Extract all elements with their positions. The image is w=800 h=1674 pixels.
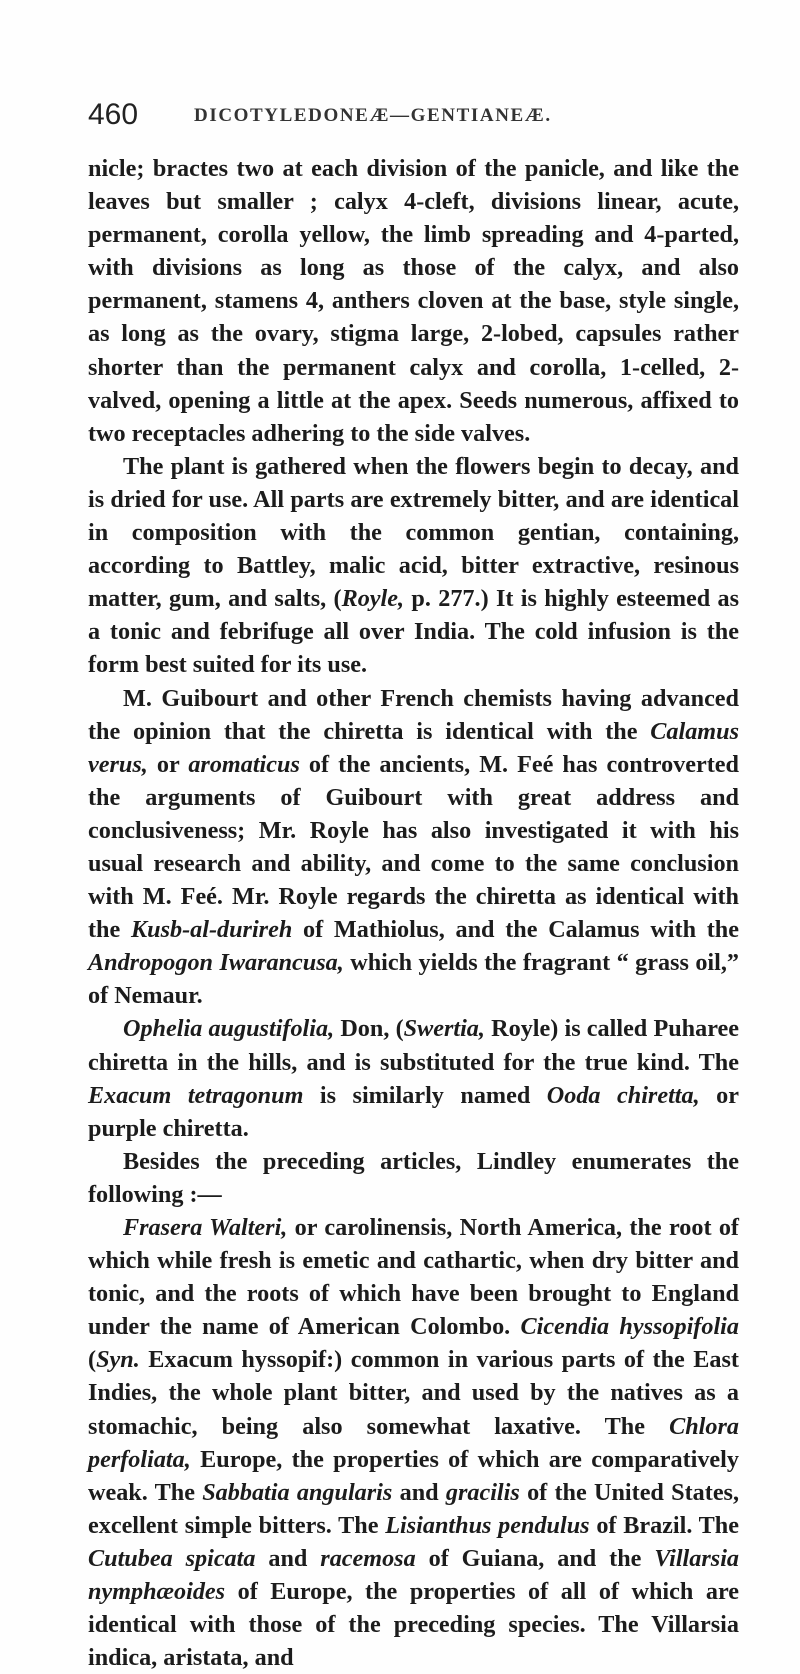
text-run: p. 277.) It is highly esteemed as a tonic and febrifuge all over India. The cold infusion is the form best suited for its use. — [88, 585, 740, 679]
text-run: of Brazil. The — [589, 1511, 739, 1539]
text-run: Royle) is called Puharee chiretta in the hills, and is substituted for the true kind. The — [88, 1015, 739, 1076]
text-run: or — [147, 750, 189, 778]
text-run: and — [255, 1544, 321, 1572]
text-run: Don, ( — [334, 1015, 404, 1043]
text-run: of the United States, excellent simple bitters. The — [88, 1478, 740, 1539]
italic-text-run: Cutubea spicata — [88, 1544, 256, 1572]
text-run: ( — [88, 1346, 97, 1374]
italic-text-run: Kusb-al-durireh — [130, 916, 293, 944]
italic-text-run: racemosa — [320, 1544, 416, 1572]
text-run: of Europe, the properties of all of which are identical with those of the preceding species. The Villarsia indica, aristata, and — [88, 1578, 739, 1672]
italic-text-run: Syn. — [96, 1346, 140, 1374]
text-run: and — [392, 1478, 446, 1506]
paragraph — [88, 1012, 739, 1144]
italic-text-run: Chlora perfoliata, — [88, 1412, 739, 1473]
italic-text-run: Andropogon Iwarancusa, — [88, 949, 344, 977]
text-run: of the ancients, M. Feé has controverted the arguments of Guibourt with great address and conclusiveness; Mr. Royle has also investigated it with his usual research and ability, and come to the same conclusion with M. Feé. Mr. Royle regards the chiretta as identical with the — [88, 750, 739, 944]
italic-text-run: Cicendia hyssopifolia — [520, 1313, 739, 1341]
text-run: or carolinensis, North America, the root of which while fresh is emetic and cathartic, when dry bitter and tonic, and the roots of which have been brought to England under the name of American Colombo. — [88, 1214, 739, 1341]
text-run: of Guiana, and the — [415, 1544, 655, 1572]
italic-text-run: Ophelia augustifolia, — [123, 1015, 335, 1043]
body-text — [88, 152, 739, 1674]
running-title: DICOTYLEDONEÆ—GENTIANEÆ. — [194, 105, 552, 126]
paragraph — [88, 450, 739, 682]
italic-text-run: Lisianthus pendulus — [385, 1511, 590, 1539]
italic-text-run: Exacum tetragonum — [88, 1081, 304, 1109]
paragraph — [88, 152, 739, 450]
text-run: M. Guibourt and other French chemists having advanced the opinion that the chiretta is identical with the — [88, 684, 739, 745]
italic-text-run: aromaticus — [188, 750, 300, 778]
page-number: 460 — [88, 98, 139, 131]
text-run: is similarly named — [303, 1081, 547, 1109]
page-header — [88, 100, 738, 140]
italic-text-run: Royle, — [341, 585, 405, 613]
italic-text-run: Sabbatia angularis — [202, 1478, 393, 1506]
text-run: or purple chiretta. — [88, 1081, 739, 1142]
text-run: Exacum hyssopif:) common in various parts of the East Indies, the whole plant bitter, and used by the natives as a stomachic, being also somewhat laxative. The — [88, 1346, 739, 1440]
paragraph — [88, 1211, 739, 1674]
italic-text-run: Ooda chiretta, — [546, 1081, 700, 1109]
text-run: of Mathiolus, and the Calamus with the — [292, 916, 739, 944]
text-run: The plant is gathered when the flowers begin to decay, and is dried for use. All parts are extremely bitter, and are identical in composition with the common gentian, containing, according to Battley, malic acid, bitter extractive, resinous matter, gum, and salts, ( — [88, 452, 739, 613]
italic-text-run: Calamus verus, — [88, 717, 739, 778]
paragraph — [88, 682, 739, 1013]
paragraph — [88, 1145, 739, 1211]
italic-text-run: Frasera Walteri, — [123, 1214, 288, 1241]
text-run: nicle; bractes two at each division of the panicle, and like the leaves but smaller ; calyx 4-cleft, divisions linear, acute, permanent, corolla yellow, the limb spreading and 4-parted, with divisions as long as those of the calyx, and also permanent, stamens 4, anthers cloven at the base, style single, as long as the ovary, stigma large, 2-lobed, capsules rather shorter than the permanent calyx and corolla, 1-celled, 2-valved, opening a little at the apex. Seeds numerous, affixed to two receptacles adhering to the side valves. — [88, 155, 739, 447]
italic-text-run: Villarsia nymphæoides — [88, 1544, 740, 1606]
text-run: Europe, the properties of which are comparatively weak. The — [88, 1445, 739, 1506]
italic-text-run: Swertia, — [403, 1015, 485, 1043]
text-run: which yields the fragrant “ grass oil,” of Nemaur. — [88, 949, 739, 1010]
italic-text-run: gracilis — [445, 1478, 520, 1506]
text-run: Besides the preceding articles, Lindley enumerates the following :— — [88, 1147, 739, 1208]
